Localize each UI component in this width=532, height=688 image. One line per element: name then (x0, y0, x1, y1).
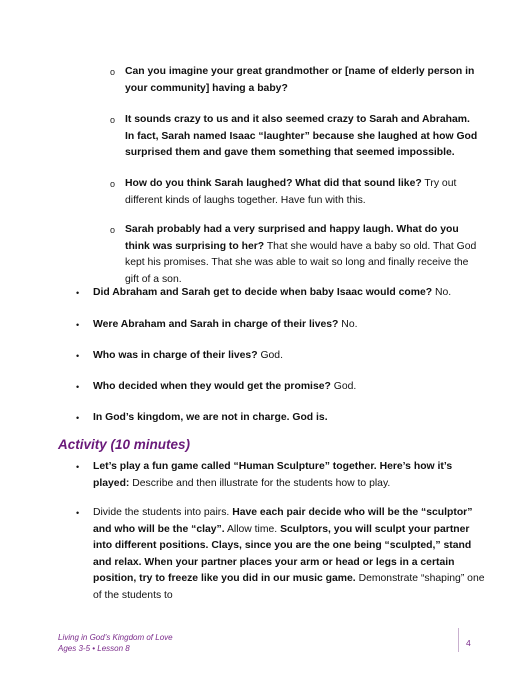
question-text-bold: Were Abraham and Sarah in charge of their lives? (93, 319, 339, 330)
activity-intro-text: Describe and then illustrate for the students how to play. (129, 477, 391, 489)
instruction-text-bold: Have each pair decide who will be the “sculptor” and who will be the “clay”. (93, 507, 473, 535)
question-text-bold: Who decided when they would get the promise? (93, 381, 331, 392)
sub-bullet-marker: o (110, 67, 116, 77)
page-number: 4 (466, 638, 471, 648)
statement-god-in-charge (93, 410, 486, 427)
bullet-marker: • (76, 413, 80, 423)
sub-bullet-marker: o (110, 115, 116, 125)
question-who-in-charge (93, 348, 486, 365)
answer-text: No. (338, 319, 358, 330)
question-how-sarah-laughed (125, 176, 480, 209)
question-who-decided-promise (93, 379, 486, 396)
answer-text: No. (432, 287, 452, 298)
question-text-bold: How do you think Sarah laughed? What did that sound like? (125, 178, 422, 189)
activity-heading: Activity (10 minutes) (58, 437, 191, 452)
bullet-marker: • (76, 351, 80, 361)
question-surprising-to-sarah (125, 222, 480, 288)
question-text-bold: Who was in charge of their lives? (93, 350, 258, 361)
instruction-text: Divide the students into pairs. (93, 507, 233, 518)
footer-divider (458, 628, 459, 652)
instruction-text: Allow time. (224, 523, 281, 535)
footer-lesson-info: Ages 3-5 • Lesson 8 (58, 644, 130, 653)
bullet-marker: • (76, 462, 80, 472)
footer-course-title: Living in God’s Kingdom of Love (58, 633, 173, 642)
activity-instructions-item (93, 505, 486, 604)
bullet-marker: • (76, 320, 80, 330)
statement-text-bold: In God’s kingdom, we are not in charge. God is. (93, 412, 328, 423)
question-text-bold: Sarah probably had a very surprised and happy laugh. What do you think was surprising to her? (125, 224, 459, 252)
answer-text: God. (330, 381, 357, 392)
answer-text: God. (257, 350, 283, 361)
page-footer (58, 632, 173, 654)
statement-text-bold: It sounds crazy to us and it also seemed crazy to Sarah and Abraham. In fact, Sarah named Isaac “laughter” because she laughed at how God surprised them and gave them something that seemed impossible. (125, 114, 478, 158)
bullet-marker: • (76, 508, 80, 518)
question-text-bold: Can you imagine your great grandmother or [name of elderly person in your community] having a baby? (125, 66, 475, 94)
instruction-text-bold: Sculptors, you will sculpt your partner into different positions. Clays, since you are the one being “sculpted,” stand and relax. When your partner places your arm or head or legs in a certain position, try to freeze like you did in our music game. (93, 523, 472, 584)
answer-text: That she would have a baby so old. That God kept his promises. That she was able to wait so long and finally receive the gift of a son. (125, 240, 477, 285)
bullet-marker: • (76, 382, 80, 392)
sub-bullet-marker: o (110, 225, 116, 235)
instruction-text: Try out different kinds of laughs together. Have fun with this. (125, 178, 457, 206)
activity-intro-item (93, 459, 486, 492)
bullet-marker: • (76, 288, 80, 298)
question-decide-baby-isaac (93, 285, 486, 302)
statement-sarah-laughter (125, 112, 480, 162)
question-text-bold: Did Abraham and Sarah get to decide when baby Isaac would come? (93, 287, 433, 298)
question-great-grandmother (125, 64, 480, 97)
instruction-text: Demonstrate “shaping” one of the students to (93, 573, 485, 601)
question-in-charge-of-lives (93, 317, 486, 334)
sub-bullet-marker: o (110, 179, 116, 189)
activity-intro-bold: Let’s play a fun game called “Human Sculpture” together. Here’s how it’s played: (93, 461, 453, 489)
